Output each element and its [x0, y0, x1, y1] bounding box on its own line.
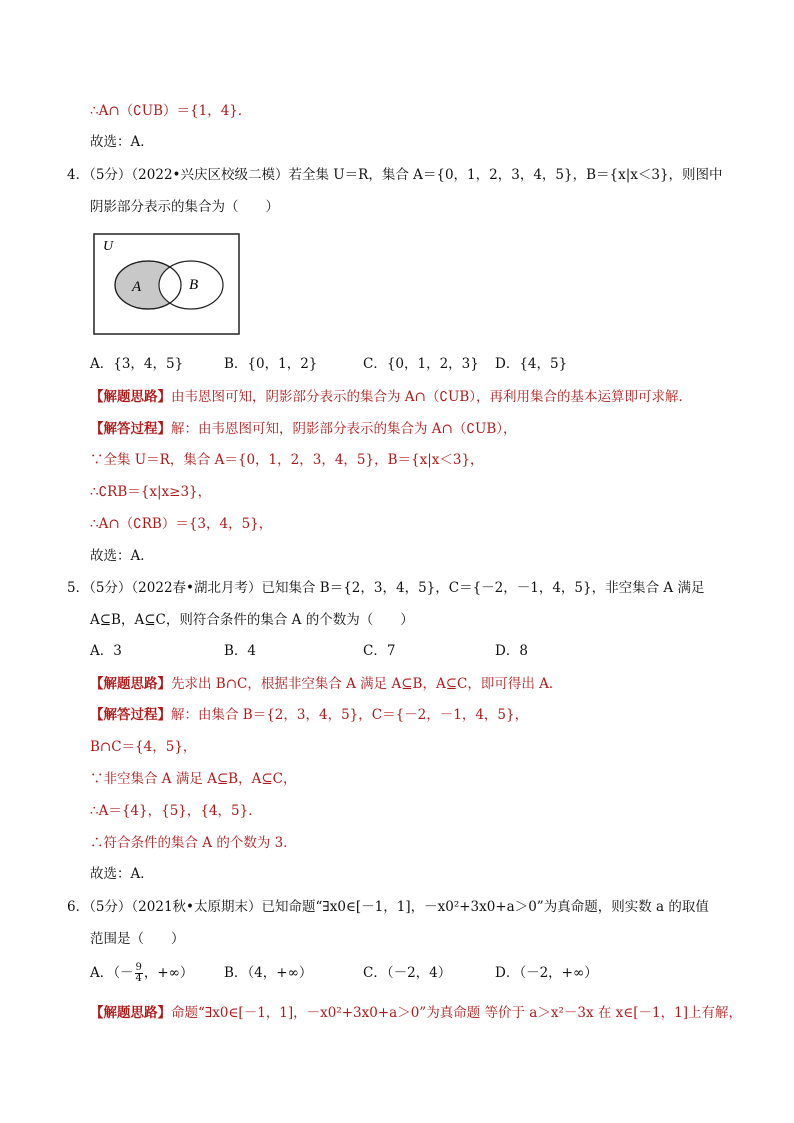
q5-step4: ∴符合条件的集合 A 的个数为 3． — [90, 835, 297, 851]
q4-option-b[interactable]: B．{0，1，2} — [224, 356, 318, 372]
q5-option-a[interactable]: A．3 — [90, 643, 122, 659]
set-b-label: B — [189, 277, 199, 293]
prev-answer: 故选：A． — [90, 134, 154, 150]
q4-step2: ∴∁RB＝{x|x≥3}， — [90, 484, 212, 500]
q4-process-text: 解：由韦恩图可知，阴影部分表示的集合为 A∩（∁UB）， — [171, 421, 517, 437]
q5-stem-line2: A⊆B，A⊆C，则符合条件的集合 A 的个数为（ ） — [90, 612, 414, 628]
q5-option-b[interactable]: B．4 — [224, 643, 257, 659]
q4-process — [90, 419, 517, 439]
q4-step3: ∴A∩（∁RB）＝{3，4，5}， — [90, 516, 273, 532]
q4-stem-line2: 阴影部分表示的集合为（ ） — [90, 199, 279, 215]
q6-option-a-prefix: A．（－ — [90, 965, 134, 981]
q5-option-c[interactable]: C．7 — [363, 643, 396, 659]
q5-step2: ∵非空集合 A 满足 A⊆B，A⊆C， — [90, 771, 297, 787]
q5-option-d[interactable]: D．8 — [495, 643, 528, 659]
q6-option-a[interactable] — [90, 963, 193, 984]
universe-label: U — [103, 239, 114, 254]
q4-option-c[interactable]: C．{0，1，2，3} — [363, 356, 479, 372]
q4-answer: 故选：A． — [90, 548, 154, 564]
q6-option-d[interactable]: D．（－2，+∞） — [495, 965, 598, 981]
fraction-nine-fourths — [135, 963, 143, 984]
q6-idea — [90, 1003, 742, 1023]
q4-option-d[interactable]: D．{4，5} — [495, 356, 568, 372]
q5-step3: ∴A＝{4}，{5}，{4，5}． — [90, 803, 262, 819]
q4-option-a[interactable]: A．{3，4，5} — [90, 356, 184, 372]
q5-idea — [90, 674, 562, 694]
q5-idea-text: 先求出 B∩C，根据非空集合 A 满足 A⊆B，A⊆C，即可得出 A． — [171, 676, 563, 692]
q4-stem-line1: 4．（5分）（2022•兴庆区校级二模）若全集 U＝R，集合 A＝{0，1，2，3，4，5}，B＝{x|x＜3}，则图中 — [67, 167, 723, 183]
q6-stem-line2: 范围是（ ） — [90, 931, 185, 947]
fraction-numerator: 9 — [135, 962, 142, 973]
fraction-denominator: 4 — [135, 973, 142, 984]
q6-option-a-suffix: ，+∞） — [143, 965, 194, 981]
q6-idea-tag: 【解题思路】 — [90, 1005, 171, 1021]
q5-process-text: 解：由集合 B＝{2，3，4，5}，C＝{－2，－1，4，5}， — [171, 707, 529, 723]
q5-answer: 故选：A． — [90, 866, 154, 882]
q5-idea-tag: 【解题思路】 — [90, 676, 171, 692]
q5-process-tag: 【解答过程】 — [90, 707, 171, 723]
q6-stem-line1: 6．（5分）（2021秋•太原期末）已知命题“∃x0∈[－1，1]，－x0²+3x0+a＞0”为真命题，则实数 a 的取值 — [67, 899, 709, 915]
q6-option-b[interactable]: B．（4，+∞） — [224, 965, 313, 981]
q4-idea — [90, 387, 692, 407]
q4-step1: ∵全集 U＝R，集合 A＝{0，1，2，3，4，5}，B＝{x|x＜3}， — [90, 452, 484, 468]
q6-option-c[interactable]: C．（－2，4） — [363, 965, 452, 981]
q5-step1: B∩C＝{4，5}， — [90, 739, 197, 755]
q5-process — [90, 705, 528, 725]
venn-diagram — [93, 233, 240, 335]
set-a-label: A — [132, 279, 142, 295]
q4-idea-tag: 【解题思路】 — [90, 389, 171, 405]
q4-idea-text: 由韦恩图可知，阴影部分表示的集合为 A∩（∁UB），再利用集合的基本运算即可求解． — [171, 389, 692, 405]
q6-idea-text: 命题“∃x0∈[－1，1]，－x0²+3x0+a＞0”为真命题 等价于 a＞x²－3x 在 x∈[－1，1]上有解， — [171, 1005, 742, 1021]
q4-process-tag: 【解答过程】 — [90, 421, 171, 437]
prev-conclusion: ∴A∩（∁UB）＝{1，4}． — [90, 103, 252, 119]
q5-stem-line1: 5．（5分）（2022春•湖北月考）已知集合 B＝{2，3，4，5}，C＝{－2，－1，4，5}，非空集合 A 满足 — [67, 580, 705, 596]
